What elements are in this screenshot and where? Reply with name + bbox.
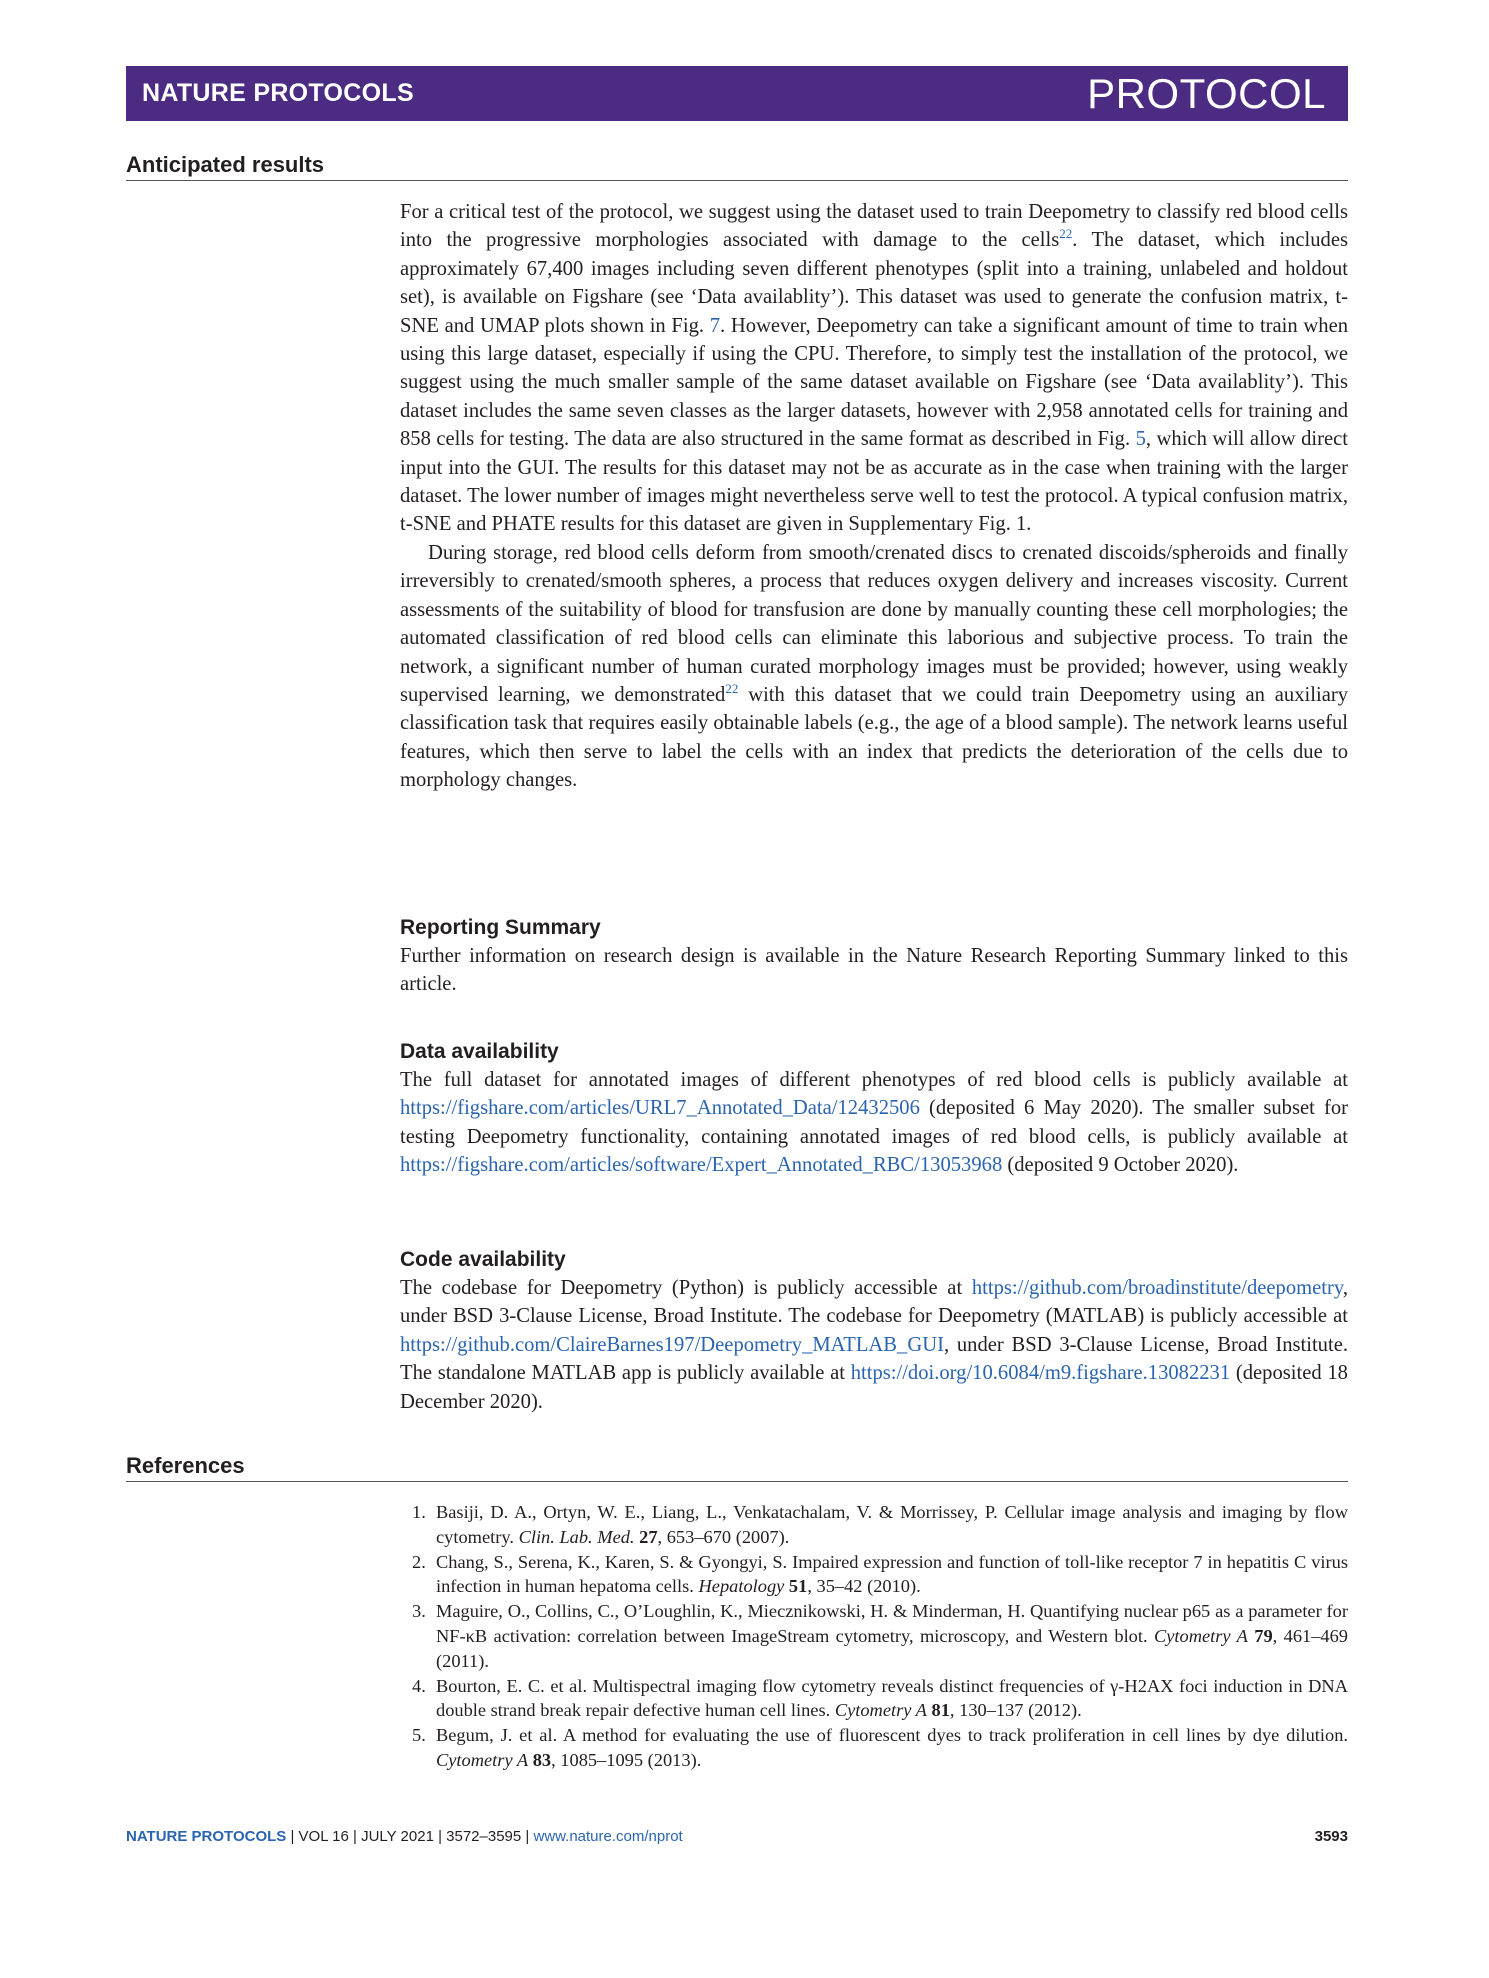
code-availability-title: Code availability xyxy=(400,1248,566,1271)
figshare-link-subset[interactable]: https://figshare.com/articles/software/Expert_Annotated_RBC/13053968 xyxy=(400,1154,1003,1177)
reference-text: Begum, J. et al. A method for evaluating the use of fluorescent dyes to track proliferation in cell lines by dye dilution. xyxy=(436,1725,1348,1746)
journal-header-bar xyxy=(126,66,1348,121)
text-run: . However, Deepometry can take a significant amount of time to train when using this large dataset, especially if using the CPU. Therefore, to simply test the installation of the protocol, we suggest using the much smaller sample of the same dataset available on Figshare (see ‘Data availablity’). This dataset includes the same seven classes as the larger datasets, however with 2,958 annotated cells for training and 858 cells for testing. The data are also structured in the same format as described in Fig. xyxy=(400,314,1349,451)
github-link-matlab[interactable]: https://github.com/ClaireBarnes197/Deepometry_MATLAB_GUI xyxy=(400,1333,944,1356)
figure-link[interactable]: 7 xyxy=(709,314,721,337)
reference-pages: , 653–670 (2007). xyxy=(657,1526,790,1547)
reference-number: 5. xyxy=(412,1725,426,1746)
section-heading-anticipated-results: Anticipated results xyxy=(126,152,1348,181)
text-run: (deposited 9 October 2020). xyxy=(1002,1154,1239,1177)
reporting-summary-text: Further information on research design is available in the Nature Research Reporting Summary linked to this article. xyxy=(400,945,1348,996)
reference-item xyxy=(400,1723,1348,1773)
code-availability-section xyxy=(400,1248,1348,1416)
text-run: For a critical test of the protocol, we suggest using the dataset used to train Deepometry to classify red blood cells into the progressive morphologies associated with damage to the cells xyxy=(400,201,1348,252)
footer-pages: 3572–3595 xyxy=(446,1828,522,1845)
text-run: (deposited 6 May 2020). The smaller subset for testing Deepometry functionality, containing annotated images of red blood cells, is publicly available at xyxy=(400,1097,1348,1148)
journal-name: NATURE PROTOCOLS xyxy=(142,79,414,107)
footer-issue: JULY 2021 xyxy=(361,1828,434,1845)
citation-link[interactable]: 22 xyxy=(725,681,739,697)
reference-journal: Cytometry A xyxy=(1153,1625,1248,1646)
text-run: , under BSD 3-Clause License, Broad Institute. The standalone MATLAB app is publicly available at xyxy=(400,1333,1348,1385)
reference-journal: Cytometry A xyxy=(834,1700,927,1721)
reference-number: 3. xyxy=(412,1601,426,1622)
reference-list xyxy=(400,1500,1348,1773)
reference-volume: 83 xyxy=(532,1749,552,1770)
text-run: with this dataset that we could train Deepometry using an auxiliary classification task that requires easily obtainable labels (e.g., the age of a blood sample). The network learns useful features, which then serve to label the cells with an index that predicts the deterioration of the cells due to morphology changes. xyxy=(400,683,1348,792)
figshare-link-full-dataset[interactable]: https://figshare.com/articles/URL7_Annotated_Data/12432506 xyxy=(400,1097,920,1120)
footer-journal: NATURE PROTOCOLS xyxy=(126,1828,287,1845)
reference-item xyxy=(400,1500,1348,1550)
anticipated-results-body xyxy=(400,198,1348,795)
section-heading-references: References xyxy=(126,1453,1348,1482)
reporting-summary-section xyxy=(400,916,1348,999)
paragraph-test-dataset xyxy=(400,198,1348,539)
page-number: 3593 xyxy=(1314,1828,1348,1845)
reference-number: 1. xyxy=(412,1502,426,1522)
reference-volume: 51 xyxy=(788,1576,808,1597)
reference-pages: , 1085–1095 (2013). xyxy=(551,1749,702,1770)
reference-pages: , 461–469 (2011). xyxy=(436,1625,1348,1671)
reporting-summary-title: Reporting Summary xyxy=(400,916,601,939)
reference-text: Chang, S., Serena, K., Karen, S. & Gyongyi, S. Impaired expression and function of toll-like receptor 7 in hepatitis C virus infection in human hepatoma cells. xyxy=(436,1551,1348,1597)
text-run: , under BSD 3-Clause License, Broad Institute. The codebase for Deepometry (MATLAB) is publicly accessible at xyxy=(400,1277,1348,1328)
reference-volume: 27 xyxy=(639,1526,658,1547)
reference-volume: 79 xyxy=(1254,1625,1273,1646)
text-run: (deposited 18 December 2020). xyxy=(400,1362,1348,1413)
text-run: During storage, red blood cells deform from smooth/crenated discs to crenated discoids/spheroids and finally irreversibly to crenated/smooth spheres, a process that reduces oxygen delivery and increases viscosity. Current assessments of the suitability of blood for transfusion are done by manually counting these cell morphologies; the automated classification of red blood cells can eliminate this laborious and subjective process. To train the network, a significant number of human curated morphology images must be provided; however, using weakly supervised learning, we demonstrated xyxy=(400,541,1348,706)
reference-item xyxy=(400,1550,1348,1600)
reference-pages: , 35–42 (2010). xyxy=(807,1576,921,1597)
data-availability-section xyxy=(400,1040,1348,1180)
github-link-python[interactable]: https://github.com/broadinstitute/deepometry xyxy=(971,1277,1343,1299)
figure-link[interactable]: 5 xyxy=(1135,428,1146,451)
reference-pages: , 130–137 (2012). xyxy=(949,1700,1082,1721)
footer-url-link[interactable]: www.nature.com/nprot xyxy=(533,1828,683,1845)
reference-text: Maguire, O., Collins, C., O’Loughlin, K., Miecznikowski, H. & Minderman, H. Quantifying nuclear p65 as a parameter for NF-κB activation: correlation between ImageStream cytometry, microscopy, and Western blot. xyxy=(436,1601,1348,1646)
reference-journal: Cytometry A xyxy=(436,1749,529,1770)
footer-volume: VOL 16 xyxy=(298,1828,349,1845)
reference-journal: Hepatology xyxy=(698,1576,785,1597)
reference-item xyxy=(400,1674,1348,1724)
paragraph-storage xyxy=(400,539,1348,795)
text-run: . The dataset, which includes approximately 67,400 images including seven different phenotypes (split into a training, unlabeled and holdout set), is available on Figshare (see ‘Data availablity’). This dataset was used to generate the confusion matrix, t-SNE and UMAP plots shown in Fig. xyxy=(400,229,1348,337)
reference-item xyxy=(400,1599,1348,1673)
code-availability-text xyxy=(400,1274,1348,1416)
text-run: , which will allow direct input into the GUI. The results for this dataset may not be as accurate as in the case when training with the larger dataset. The lower number of images might nevertheless serve well to test the protocol. A typical confusion matrix, t-SNE and PHATE results for this dataset are given in Supplementary Fig. 1. xyxy=(400,428,1348,536)
reference-journal: Clin. Lab. Med. xyxy=(518,1526,635,1547)
text-run: The codebase for Deepometry (Python) is publicly accessible at xyxy=(400,1277,972,1299)
reference-text: Basiji, D. A., Ortyn, W. E., Liang, L., Venkatachalam, V. & Morrissey, P. Cellular image analysis and imaging by flow cytometry. xyxy=(436,1502,1348,1547)
reference-volume: 81 xyxy=(931,1700,950,1721)
reference-text: Bourton, E. C. et al. Multispectral imaging flow cytometry reveals distinct frequencies of γ-H2AX foci induction in DNA double strand break repair defective human cell lines. xyxy=(436,1675,1348,1721)
article-type: PROTOCOL xyxy=(1087,70,1326,117)
text-run: The full dataset for annotated images of different phenotypes of red blood cells is publicly available at xyxy=(400,1069,1348,1091)
reference-number: 2. xyxy=(412,1551,426,1572)
data-availability-text xyxy=(400,1066,1348,1180)
doi-link-matlab-app[interactable]: https://doi.org/10.6084/m9.figshare.13082231 xyxy=(850,1362,1231,1385)
data-availability-title: Data availability xyxy=(400,1040,559,1063)
reference-number: 4. xyxy=(412,1675,426,1696)
page-footer: NATURE PROTOCOLS | VOL 16 | JULY 2021 | 3572–3595 | www.nature.com/nprot 3593 xyxy=(126,1828,1348,1845)
citation-link[interactable]: 22 xyxy=(1059,226,1073,242)
